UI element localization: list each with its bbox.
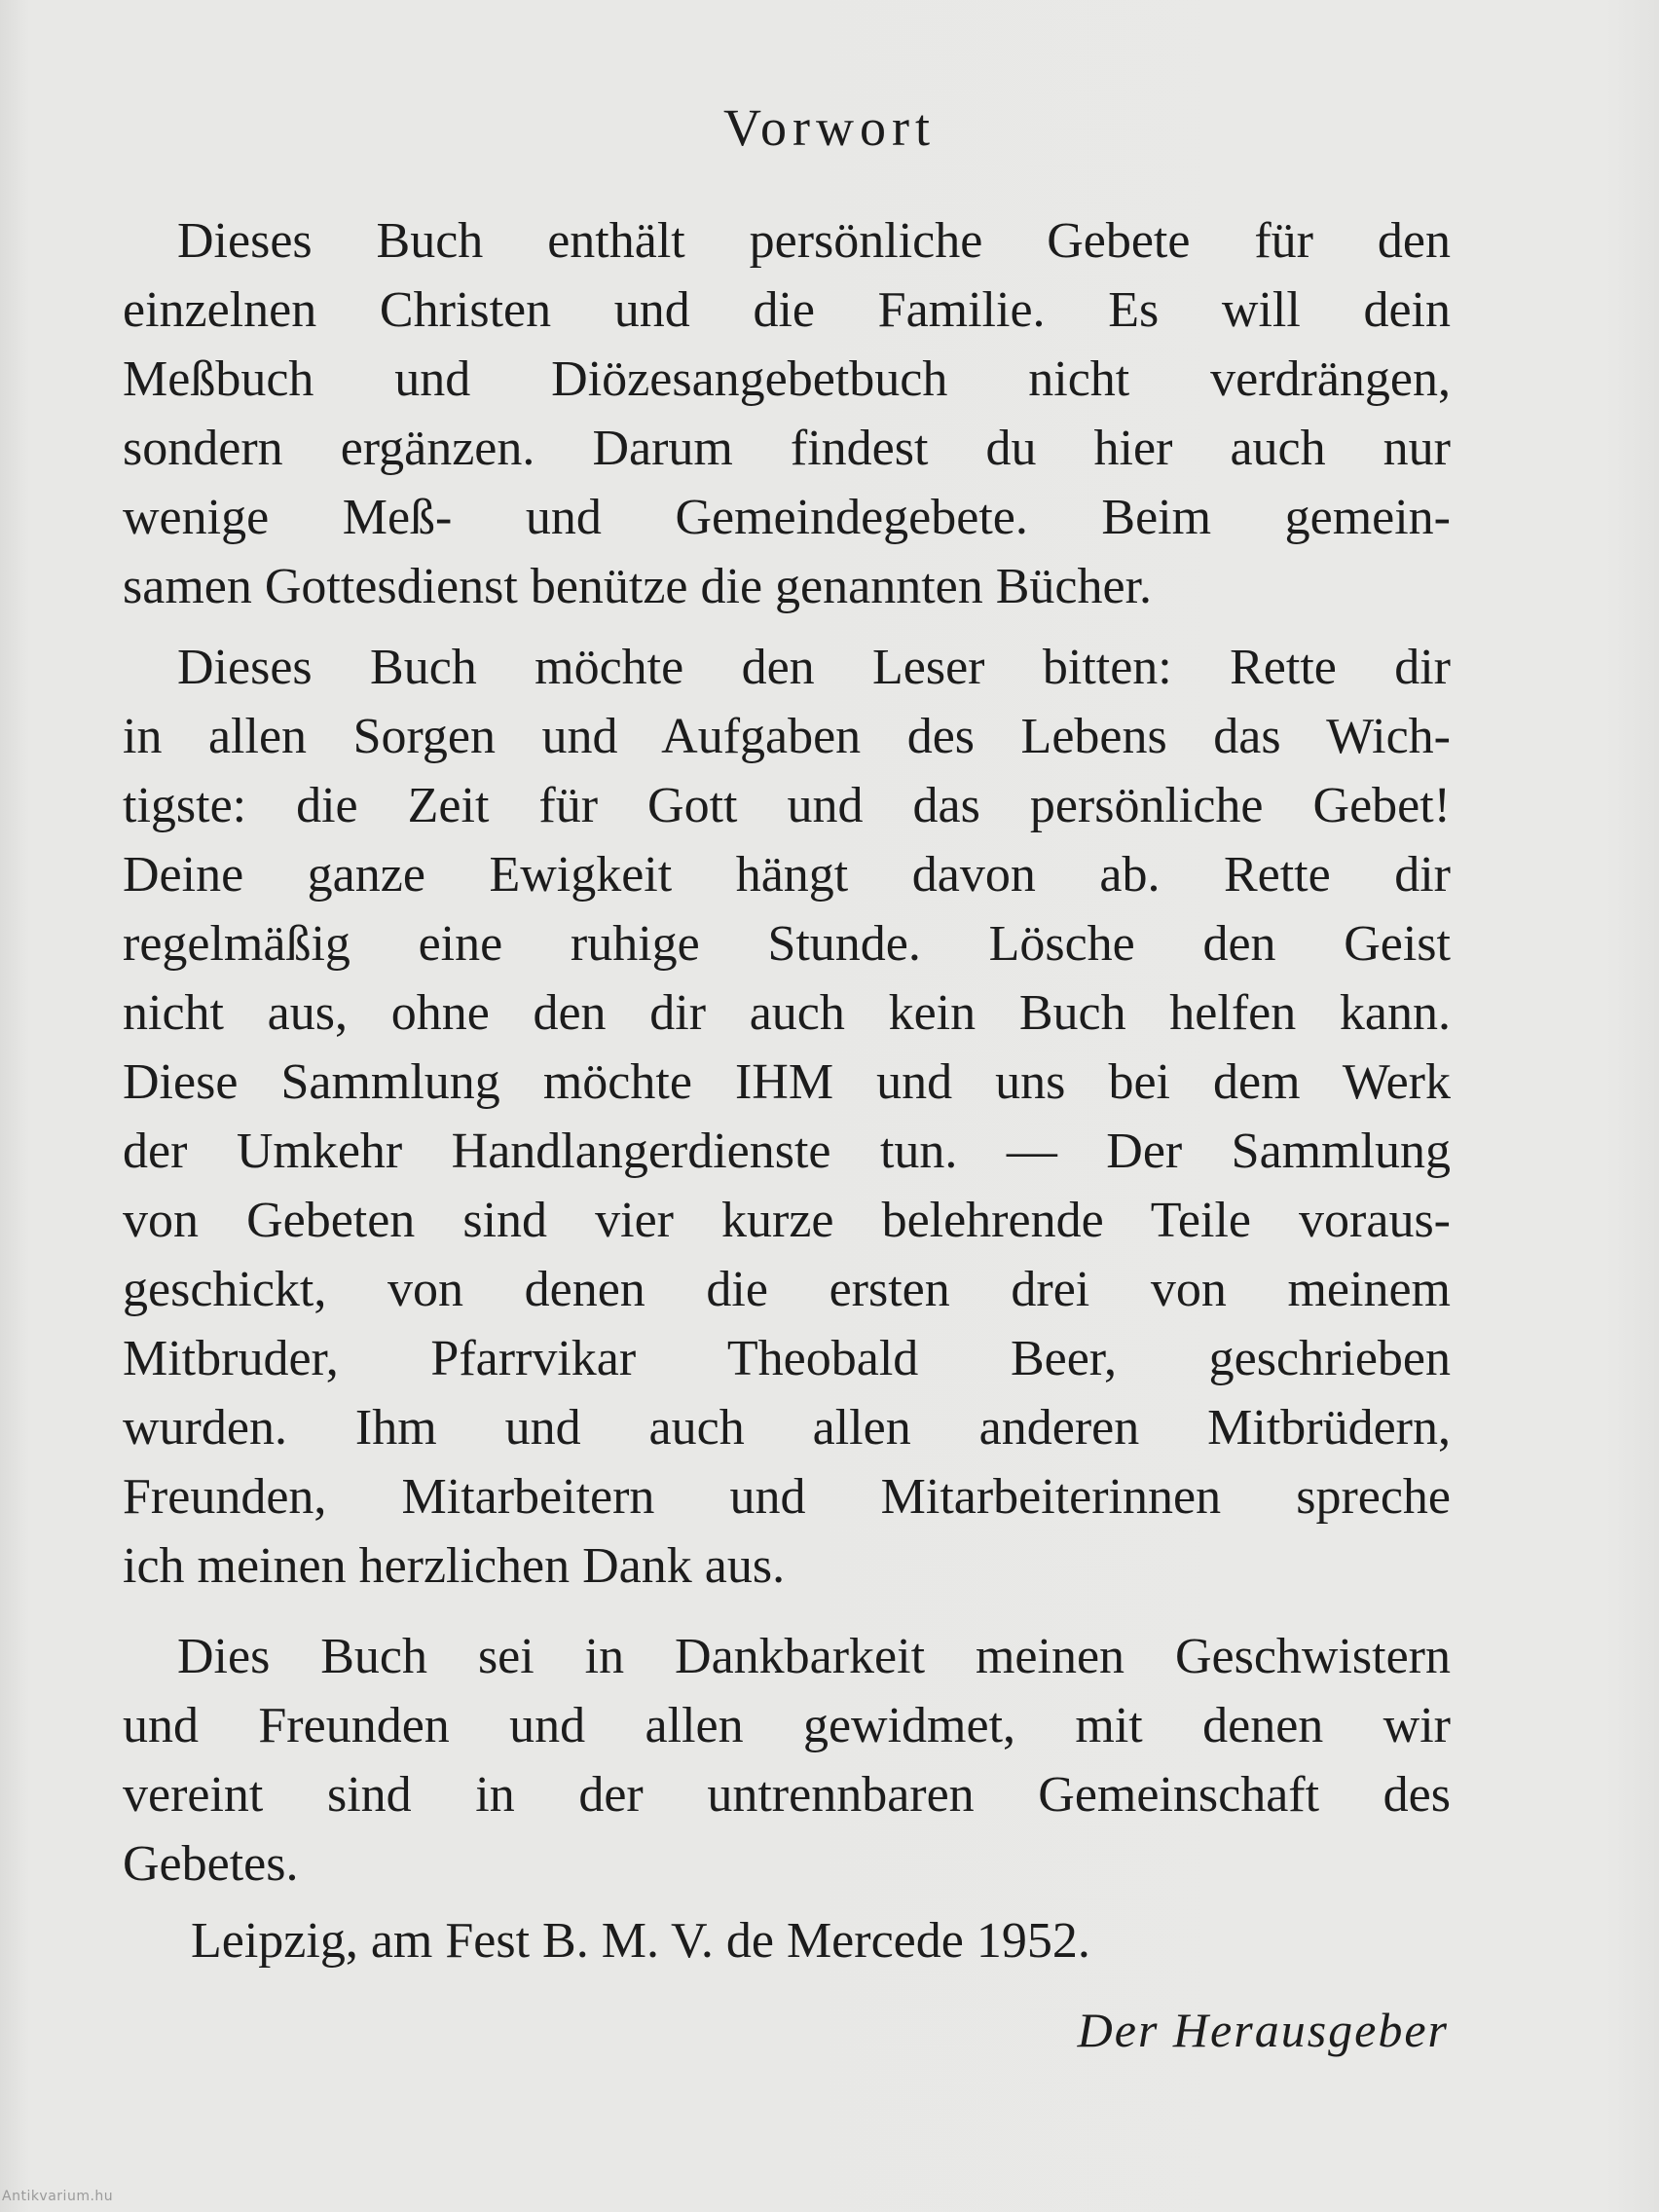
- text-line: Mitbruder, Pfarrvikar Theobald Beer, geschrieben: [123, 1331, 1451, 1386]
- text-line: Dieses Buch möchte den Leser bitten: Rette dir: [177, 640, 1451, 695]
- text-line: sondern ergänzen. Darum findest du hier auch nur: [123, 421, 1451, 476]
- text-line: samen Gottesdienst benütze die genannten Bücher.: [123, 559, 1153, 614]
- text-line: der Umkehr Handlangerdienste tun. — Der Sammlung: [123, 1124, 1451, 1179]
- text-line: Dieses Buch enthält persönliche Gebete für den: [177, 213, 1451, 269]
- paragraph-request: [123, 633, 1451, 1601]
- place-date-line: Leipzig, am Fest B. M. V. de Mercede 1952.: [191, 1913, 1090, 1969]
- text-line: in allen Sorgen und Aufgaben des Lebens das Wich-: [123, 709, 1451, 764]
- paragraph-dedication: [123, 1622, 1451, 1899]
- text-line: Deine ganze Ewigkeit hängt davon ab. Rette dir: [123, 847, 1451, 903]
- text-line: ich meinen herzlichen Dank aus.: [123, 1538, 786, 1594]
- text-line: von Gebeten sind vier kurze belehrende Teile voraus-: [123, 1193, 1451, 1248]
- text-line: Dies Buch sei in Dankbarkeit meinen Geschwistern: [177, 1629, 1451, 1684]
- text-line: Meßbuch und Diözesangebetbuch nicht verdrängen,: [123, 351, 1451, 407]
- text-line: geschickt, von denen die ersten drei von meinem: [123, 1262, 1451, 1317]
- editor-signature: Der Herausgeber: [1077, 2003, 1449, 2057]
- text-line: wurden. Ihm und auch allen anderen Mitbrüdern,: [123, 1400, 1451, 1456]
- text-line: einzelnen Christen und die Familie. Es will dein: [123, 282, 1451, 338]
- text-line: Gebetes.: [123, 1836, 299, 1892]
- text-line: wenige Meß- und Gemeindegebete. Beim gemein-: [123, 490, 1451, 545]
- paragraph-intro: [123, 206, 1451, 621]
- text-line: Freunden, Mitarbeitern und Mitarbeiterinnen spreche: [123, 1469, 1451, 1525]
- text-line: Diese Sammlung möchte IHM und uns bei dem Werk: [123, 1054, 1451, 1110]
- text-line: vereint sind in der untrennbaren Gemeinschaft des: [123, 1767, 1451, 1823]
- text-line: nicht aus, ohne den dir auch kein Buch helfen kann.: [123, 985, 1451, 1041]
- text-line: regelmäßig eine ruhige Stunde. Lösche den Geist: [123, 916, 1451, 972]
- text-line: und Freunden und allen gewidmet, mit denen wir: [123, 1698, 1451, 1753]
- text-line: tigste: die Zeit für Gott und das persönliche Gebet!: [123, 778, 1451, 833]
- watermark: Antikvarium.hu: [2, 2189, 114, 2204]
- page-title: Vorwort: [722, 98, 936, 157]
